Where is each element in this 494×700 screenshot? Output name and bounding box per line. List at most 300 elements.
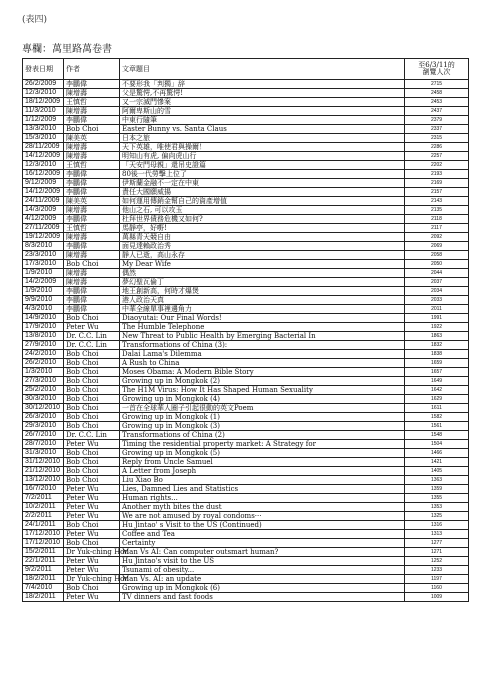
cell-title: Diaoyutai: Our Final Words! [120,314,405,323]
cell-date: 9/2/2011 [23,566,64,575]
cell-views: 2193 [405,170,469,179]
cell-author: 李鵬偉 [64,215,120,224]
cell-author: Peter Wu [64,530,120,539]
table-row [23,575,469,584]
table-row [23,431,469,440]
cell-title: 阿爾卑斯山的雪 [120,107,405,116]
table-row [23,224,469,233]
cell-views: 2058 [405,251,469,260]
cell-date: 7/2/2011 [23,494,64,503]
cell-title: Growing up in Mongkok (2) [120,377,405,386]
header-date: 發表日期 [23,59,64,80]
table-row [23,134,469,143]
cell-date: 21/12/2010 [23,467,64,476]
cell-date: 12/3/2010 [23,89,64,98]
cell-author: Peter Wu [64,593,120,602]
cell-title: Liu Xiao Bo [120,476,405,485]
cell-title: Reply from Uncle Samuel [120,458,405,467]
cell-author: Bob Choi [64,521,120,530]
cell-date: 31/12/2010 [23,458,64,467]
cell-title: 如何運用傳銷金幫自己的資產增值 [120,197,405,206]
table-row [23,305,469,314]
cell-date: 26/7/2010 [23,431,64,440]
table-row [23,413,469,422]
cell-author: Bob Choi [64,377,120,386]
cell-author: 李鵬偉 [64,296,120,305]
cell-views: 2257 [405,152,469,161]
cell-date: 24/11/2009 [23,197,64,206]
articles-table [22,58,469,602]
cell-title: 靜人已逝，高山永存 [120,251,405,260]
cell-title: The H1M Virus: How It Has Shaped Human Sexuality [120,386,405,395]
cell-author: 陳增壽 [64,143,120,152]
cell-date: 30/3/2010 [23,395,64,404]
cell-date: 1/9/2010 [23,287,64,296]
cell-date: 7/4/2010 [23,584,64,593]
cell-date: 4/12/2009 [23,215,64,224]
cell-author: Bob Choi [64,260,120,269]
cell-date: 9/9/2010 [23,296,64,305]
table-header-row [23,59,469,80]
cell-date: 25/2/2010 [23,386,64,395]
cell-author: 王慎哲 [64,161,120,170]
cell-views: 2069 [405,242,469,251]
table-row [23,503,469,512]
cell-author: 陳美英 [64,134,120,143]
cell-views: 1313 [405,530,469,539]
table-row [23,593,469,602]
cell-date: 31/3/2010 [23,449,64,458]
cell-date: 18/2/2011 [23,575,64,584]
cell-author: Bob Choi [64,476,120,485]
cell-views: 1611 [405,404,469,413]
table-row [23,584,469,593]
cell-title: Growing up in Mongkok (1) [120,413,405,422]
cell-author: 李鵬偉 [64,179,120,188]
cell-views: 2437 [405,107,469,116]
cell-author: Bob Choi [64,584,120,593]
cell-title: 一首在全球華人圈子引起很動的英文Poem [120,404,405,413]
cell-date: 12/3/2010 [23,161,64,170]
cell-date: 24/2/2010 [23,350,64,359]
cell-views: 1561 [405,422,469,431]
table-row [23,251,469,260]
cell-views: 1548 [405,431,469,440]
cell-views: 1922 [405,323,469,332]
cell-title: Growing up in Mongkok (5) [120,449,405,458]
table-row [23,485,469,494]
table-row [23,215,469,224]
cell-title: Growing up in Mongkok (4) [120,395,405,404]
table-row [23,359,469,368]
cell-views: 1325 [405,512,469,521]
cell-author: Bob Choi [64,458,120,467]
cell-title: A Letter from Joseph [120,467,405,476]
cell-views: 1233 [405,566,469,575]
table-row [23,530,469,539]
cell-title: Timing the residential property market: A Strategy for [120,440,405,449]
table-row [23,80,469,89]
cell-title: 中東行隨筆 [120,116,405,125]
cell-author: Dr. C.C. Lin [64,431,120,440]
cell-title: Human rights... [120,494,405,503]
table-row [23,188,469,197]
cell-title: Transformations of China (3): [120,341,405,350]
cell-date: 1/9/2010 [23,269,64,278]
table-row [23,278,469,287]
cell-author: Peter Wu [64,512,120,521]
cell-views: 2715 [405,80,469,89]
cell-title: 父是驚愕,不再驚愕! [120,89,405,98]
table-row [23,422,469,431]
table-row [23,341,469,350]
cell-author: Bob Choi [64,125,120,134]
cell-author: 李鵬偉 [64,116,120,125]
table-row [23,143,469,152]
cell-author: 王慎哲 [64,98,120,107]
cell-title: 地王創新高，何時才爆煲 [120,287,405,296]
cell-title: Another myth bites the dust [120,503,405,512]
cell-date: 14/3/2009 [23,206,64,215]
cell-views: 2037 [405,278,469,287]
cell-title: A Rush to China [120,359,405,368]
cell-title: 伊斯蘭金融不一定在中東 [120,179,405,188]
table-row [23,89,469,98]
cell-views: 1649 [405,377,469,386]
cell-date: 18/2/2011 [23,593,64,602]
cell-title: 明知山有虎, 偏向虎山行 [120,152,405,161]
cell-date: 26/2/2009 [23,80,64,89]
cell-title: Moses Obama: A Modern Bible Story [120,368,405,377]
table-row [23,449,469,458]
page-label: (表四) [22,15,48,25]
cell-title: 80後一代勞擊上位了 [120,170,405,179]
table-row [23,539,469,548]
cell-date: 2/2/2011 [23,512,64,521]
cell-title: The Humble Telephone [120,323,405,332]
cell-author: Bob Choi [64,368,120,377]
header-views: 至6/3/11的 瀏覽人次 [405,59,469,80]
cell-views: 1991 [405,314,469,323]
cell-author: 陳增壽 [64,206,120,215]
header-title: 文章題目 [120,59,405,80]
cell-title: Growing up in Mongkok (3) [120,422,405,431]
table-row [23,521,469,530]
cell-views: 2143 [405,197,469,206]
cell-author: 李鵬偉 [64,305,120,314]
table-row [23,206,469,215]
table-row [23,314,469,323]
cell-date: 4/3/2010 [23,305,64,314]
table-row [23,179,469,188]
cell-author: Dr Yuk-ching Hon [64,548,120,557]
cell-date: 28/11/2009 [23,143,64,152]
cell-views: 2458 [405,89,469,98]
cell-views: 1659 [405,359,469,368]
table-row [23,98,469,107]
cell-views: 2157 [405,188,469,197]
cell-date: 1/3/2010 [23,368,64,377]
cell-date: 10/2/2011 [23,503,64,512]
header-author: 作者 [64,59,120,80]
table-row [23,125,469,134]
table-row [23,323,469,332]
cell-title: Hu Jintao' s Visit to the US (Continued) [120,521,405,530]
cell-date: 17/3/2010 [23,260,64,269]
cell-title: 日本之旅 [120,134,405,143]
cell-title: Man Vs AI: Can computer outsmart human? [120,548,405,557]
table-row [23,269,469,278]
cell-author: Bob Choi [64,386,120,395]
cell-date: 14/12/2009 [23,152,64,161]
cell-author: Dr. C.C. Lin [64,341,120,350]
cell-author: 李鵬偉 [64,170,120,179]
cell-title: Dalai Lama's Dilemma [120,350,405,359]
cell-views: 1582 [405,413,469,422]
cell-views: 1359 [405,485,469,494]
cell-views: 2050 [405,260,469,269]
cell-author: Peter Wu [64,494,120,503]
cell-date: 19/12/2009 [23,233,64,242]
table-row [23,260,469,269]
cell-views: 2034 [405,287,469,296]
cell-date: 22/1/2011 [23,557,64,566]
cell-author: Dr. C.C. Lin [64,332,120,341]
cell-views: 1277 [405,539,469,548]
cell-views: 2011 [405,305,469,314]
cell-views: 1009 [405,593,469,602]
cell-author: 李鵬偉 [64,287,120,296]
cell-title: 中華全線單事裡邊角力 [120,305,405,314]
cell-views: 2118 [405,215,469,224]
cell-author: Peter Wu [64,566,120,575]
cell-author: Bob Choi [64,422,120,431]
table-row [23,566,469,575]
cell-author: 陳美英 [64,197,120,206]
cell-title: 港人政治天真 [120,296,405,305]
cell-author: Peter Wu [64,440,120,449]
cell-views: 2044 [405,269,469,278]
cell-author: 陳增壽 [64,152,120,161]
cell-title: 夢幻聖瓦倫丁 [120,278,405,287]
cell-title: 杜拜世界債務危機又如何? [120,215,405,224]
cell-date: 30/12/2010 [23,404,64,413]
cell-date: 16/12/2009 [23,170,64,179]
table-row [23,467,469,476]
cell-author: 李鵬偉 [64,188,120,197]
cell-title: 馬靜亭，好嘢! [120,224,405,233]
cell-date: 14/9/2010 [23,314,64,323]
cell-date: 14/2/2009 [23,278,64,287]
table-row [23,440,469,449]
cell-title: Easter Bunny vs. Santa Claus [120,125,405,134]
table-row [23,170,469,179]
table-row [23,458,469,467]
table-row [23,161,469,170]
cell-views: 2286 [405,143,469,152]
cell-views: 2315 [405,134,469,143]
cell-views: 1832 [405,341,469,350]
cell-views: 1353 [405,503,469,512]
table-row [23,386,469,395]
cell-date: 13/12/2010 [23,476,64,485]
cell-date: 1/12/2009 [23,116,64,125]
table-row [23,368,469,377]
cell-views: 2092 [405,233,469,242]
cell-title: Man Vs. AI: an update [120,575,405,584]
cell-date: 16/7/2010 [23,485,64,494]
cell-date: 17/12/2010 [23,539,64,548]
cell-title: 偶然 [120,269,405,278]
cell-author: 陳增壽 [64,89,120,98]
table-row [23,377,469,386]
table-body [23,80,469,602]
cell-author: Dr Yuk-ching Hon [64,575,120,584]
table-row [23,233,469,242]
table-row [23,287,469,296]
cell-author: Bob Choi [64,539,120,548]
table-row [23,404,469,413]
table-row [23,152,469,161]
cell-title: Certainty [120,539,405,548]
cell-author: 李鵬偉 [64,80,120,89]
cell-date: 26/3/2010 [23,413,64,422]
cell-views: 2135 [405,206,469,215]
table-row [23,548,469,557]
cell-author: Bob Choi [64,467,120,476]
cell-views: 1160 [405,584,469,593]
cell-date: 14/12/2009 [23,188,64,197]
table-row [23,476,469,485]
cell-author: Bob Choi [64,449,120,458]
cell-title: My Dear Wife [120,260,405,269]
cell-author: Bob Choi [64,350,120,359]
cell-date: 27/11/2009 [23,224,64,233]
cell-title: 面見達賴政治秀 [120,242,405,251]
cell-author: Bob Choi [64,404,120,413]
cell-author: 李鵬偉 [64,242,120,251]
cell-author: 陳增壽 [64,278,120,287]
cell-views: 1252 [405,557,469,566]
cell-date: 26/2/2010 [23,359,64,368]
cell-views: 1504 [405,440,469,449]
cell-views: 2379 [405,116,469,125]
cell-views: 2117 [405,224,469,233]
table-row [23,332,469,341]
cell-views: 1642 [405,386,469,395]
table-row [23,107,469,116]
table-row [23,350,469,359]
cell-date: 27/9/2010 [23,341,64,350]
table-row [23,116,469,125]
cell-views: 1657 [405,368,469,377]
cell-date: 11/3/2010 [23,107,64,116]
cell-views: 1197 [405,575,469,584]
cell-date: 17/12/2010 [23,530,64,539]
table-row [23,395,469,404]
cell-views: 1863 [405,332,469,341]
cell-date: 24/1/2011 [23,521,64,530]
cell-author: Peter Wu [64,485,120,494]
table-row [23,242,469,251]
cell-title: 天下英雄，唯使君與操爾！ [120,143,405,152]
cell-author: 陳增壽 [64,107,120,116]
cell-title: New Threat to Public Health by Emerging Bacterial In [120,332,405,341]
cell-views: 2453 [405,98,469,107]
cell-date: 15/2/2011 [23,548,64,557]
cell-title: Transformations of China (2) [120,431,405,440]
cell-views: 1421 [405,458,469,467]
cell-date: 13/3/2010 [23,125,64,134]
articles-table-container [22,58,468,602]
cell-author: Peter Wu [64,557,120,566]
cell-title: 他山之石, 可以攻玉 [120,206,405,215]
cell-author: Bob Choi [64,395,120,404]
cell-date: 15/3/2010 [23,134,64,143]
cell-views: 1466 [405,449,469,458]
cell-views: 2202 [405,161,469,170]
column-title: 專欄：萬里路萬卷書 [22,44,112,55]
cell-author: 陳增壽 [64,269,120,278]
cell-title: TV dinners and fast foods [120,593,405,602]
cell-date: 28/7/2010 [23,440,64,449]
cell-views: 2337 [405,125,469,134]
cell-views: 1405 [405,467,469,476]
cell-views: 1629 [405,395,469,404]
cell-title: Growing up in Mongkok (6) [120,584,405,593]
table-row [23,494,469,503]
cell-date: 29/3/2010 [23,422,64,431]
cell-date: 13/8/2010 [23,332,64,341]
cell-title: Coffee and Tea [120,530,405,539]
cell-date: 8/3/2010 [23,242,64,251]
cell-title: 不要形我「判獨」辞 [120,80,405,89]
cell-title: Tsunami of obesity... [120,566,405,575]
cell-date: 23/3/2010 [23,251,64,260]
cell-date: 27/3/2010 [23,377,64,386]
cell-date: 9/12/2009 [23,179,64,188]
table-row [23,512,469,521]
cell-title: Hu Jintao's visit to the US [120,557,405,566]
cell-author: 王慎哲 [64,224,120,233]
cell-date: 18/12/2009 [23,98,64,107]
cell-author: Bob Choi [64,314,120,323]
cell-views: 1316 [405,521,469,530]
cell-author: Bob Choi [64,413,120,422]
cell-views: 2033 [405,296,469,305]
cell-author: 陳增壽 [64,251,120,260]
cell-title: 又一宗滅門慘案 [120,98,405,107]
cell-title: 「天安門母親」還吊史證篇 [120,161,405,170]
table-row [23,197,469,206]
cell-views: 1355 [405,494,469,503]
cell-author: Peter Wu [64,323,120,332]
cell-title: 萬縣青天競自由 [120,233,405,242]
cell-title: Lies, Damned Lies and Statistics [120,485,405,494]
cell-title: We are not amused by royal condoms··· [120,512,405,521]
cell-views: 1838 [405,350,469,359]
table-row [23,296,469,305]
table-row [23,557,469,566]
cell-author: Bob Choi [64,359,120,368]
cell-date: 17/9/2010 [23,323,64,332]
cell-author: 陳增壽 [64,233,120,242]
cell-title: 責任大國願威揚 [120,188,405,197]
cell-author: Peter Wu [64,503,120,512]
cell-views: 1271 [405,548,469,557]
cell-views: 1363 [405,476,469,485]
cell-views: 2169 [405,179,469,188]
